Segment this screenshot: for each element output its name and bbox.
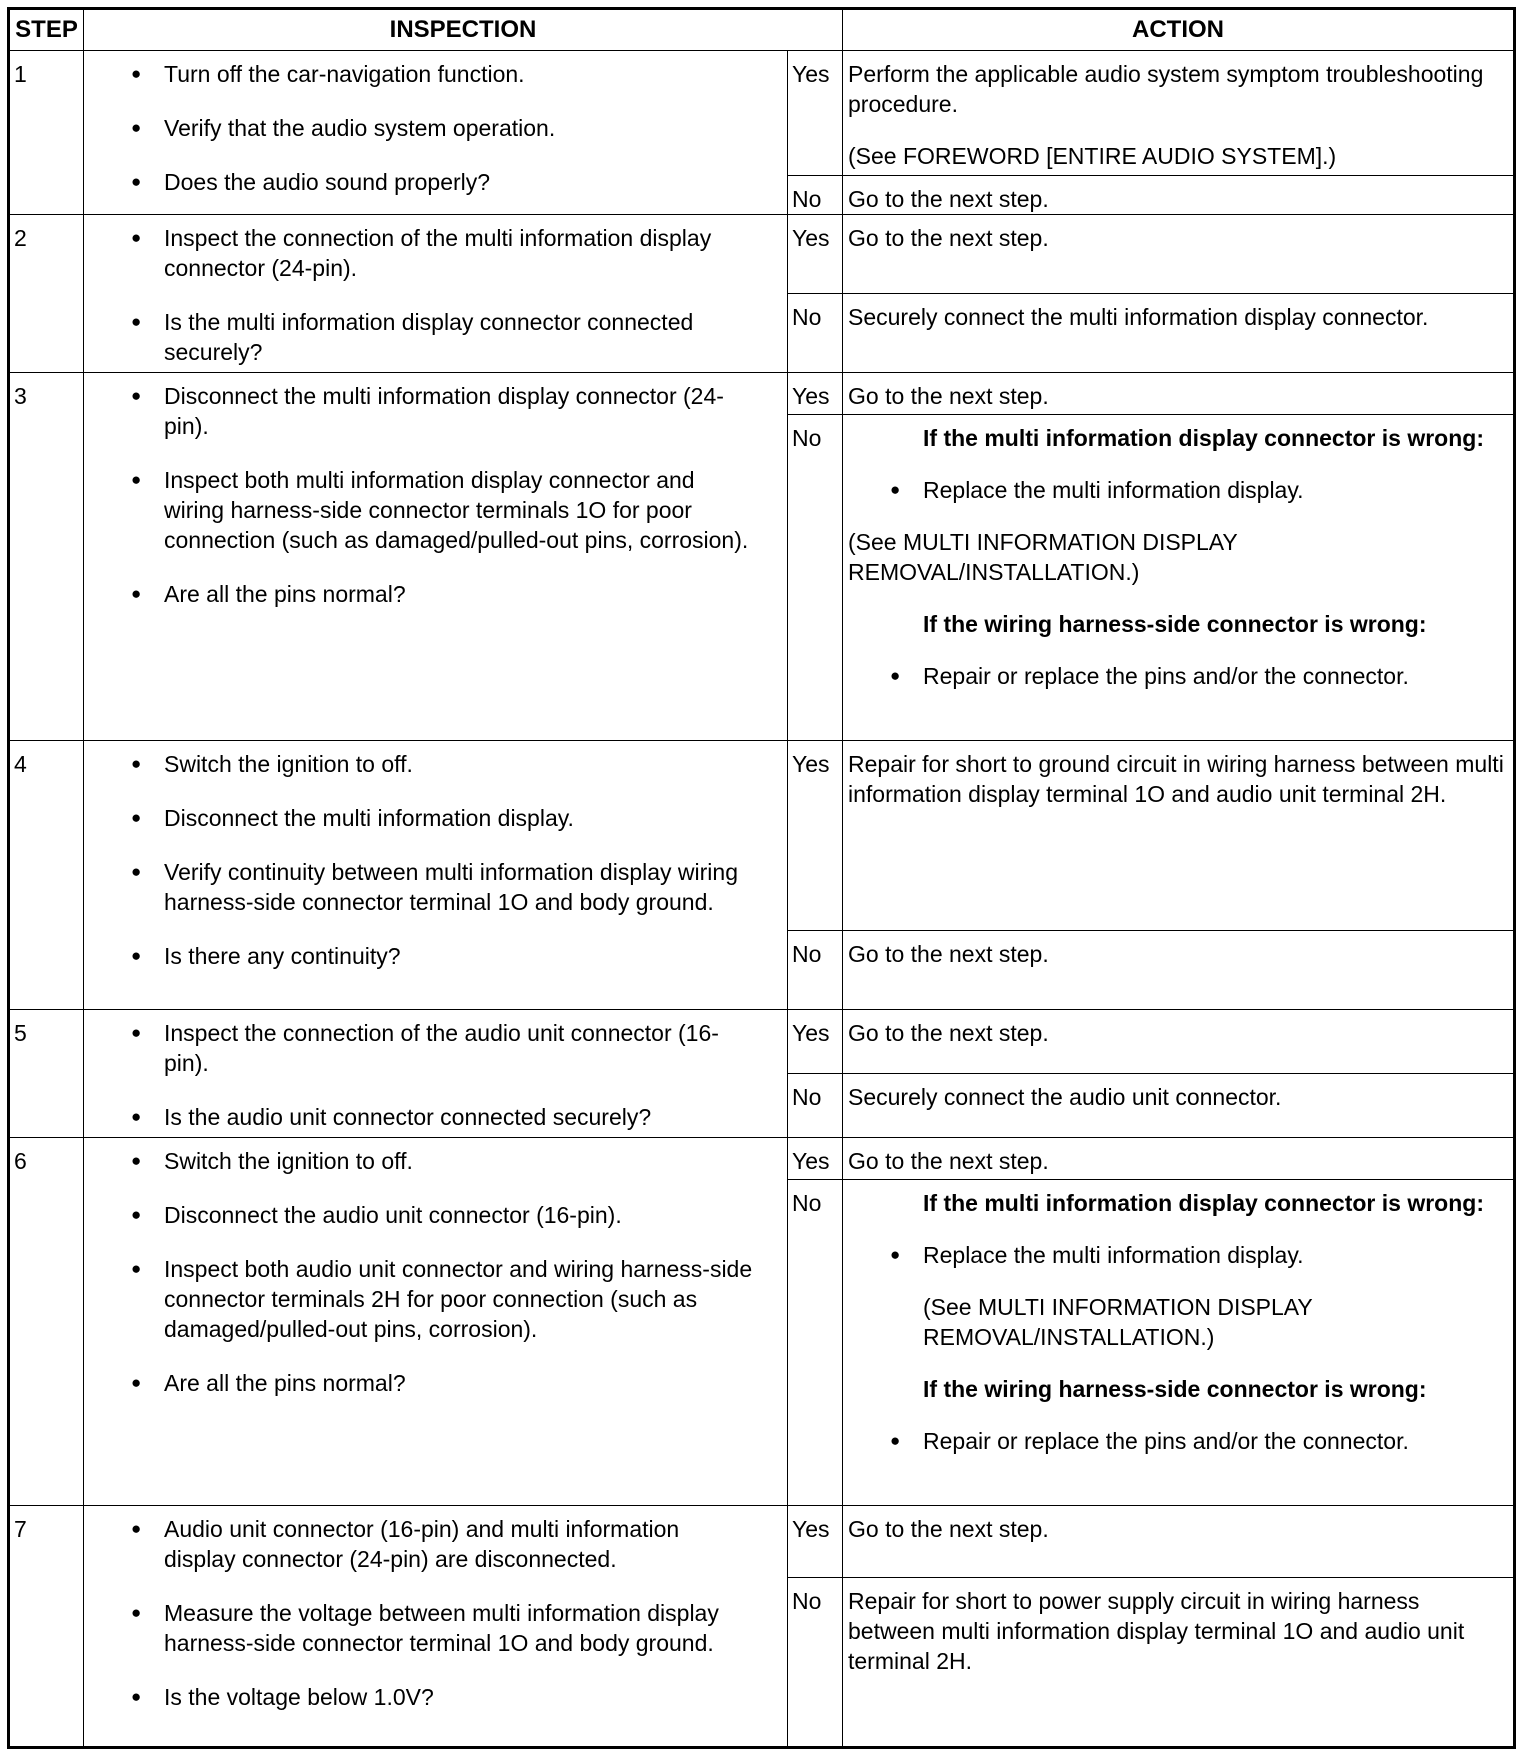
- no-label: No: [788, 1074, 843, 1138]
- inspection-item: ● Turn off the car-navigation function.: [164, 59, 757, 89]
- inspection-item: ● Switch the ignition to off.: [164, 1146, 757, 1176]
- no-action: Repair for short to power supply circuit in wiring harness between multi information display terminal 1O and audio unit terminal 2H.: [843, 1578, 1515, 1748]
- inspection-item: ● Inspect the connection of the audio unit connector (16-pin).: [164, 1018, 757, 1078]
- yes-label: Yes: [788, 51, 843, 176]
- header-action: ACTION: [843, 9, 1515, 51]
- no-action: [843, 415, 1515, 741]
- table-row: [9, 51, 1515, 176]
- yes-action: Repair for short to ground circuit in wiring harness between multi information display terminal 1O and audio unit terminal 2H.: [843, 741, 1515, 931]
- inspection-item: ● Is the multi information display connector connected securely?: [164, 307, 757, 367]
- table-row: [9, 1138, 1515, 1180]
- step-number: 5: [9, 1010, 84, 1138]
- reference-text: (See MULTI INFORMATION DISPLAY REMOVAL/INSTALLATION.): [923, 1294, 1313, 1350]
- no-label: No: [788, 294, 843, 373]
- troubleshooting-table: [7, 7, 1516, 1749]
- inspection-item: ● Verify continuity between multi information display wiring harness-side connector terminal 1O and body ground.: [164, 857, 757, 917]
- condition-heading: If the wiring harness-side connector is wrong:: [923, 611, 1427, 637]
- action-text: Perform the applicable audio system symptom troubleshooting procedure.: [848, 61, 1484, 117]
- inspection-item: ● Verify that the audio system operation.: [164, 113, 757, 143]
- yes-action: Go to the next step.: [843, 215, 1515, 294]
- yes-label: Yes: [788, 215, 843, 294]
- table-row: [9, 215, 1515, 294]
- inspection-cell: [84, 373, 788, 741]
- inspection-item: ● Is the audio unit connector connected securely?: [164, 1102, 757, 1132]
- step-number: 6: [9, 1138, 84, 1506]
- inspection-item: ● Measure the voltage between multi information display harness-side connector terminal 1O and body ground.: [164, 1598, 757, 1658]
- inspection-item: ● Disconnect the multi information display.: [164, 803, 757, 833]
- inspection-item: ● Inspect both audio unit connector and wiring harness-side connector terminals 2H for poor connection (such as damaged/pulled-out pins, corrosion).: [164, 1254, 757, 1344]
- no-action: Go to the next step.: [843, 176, 1515, 215]
- condition-heading: If the wiring harness-side connector is wrong:: [923, 1376, 1427, 1402]
- inspection-cell: [84, 1506, 788, 1748]
- step-number: 1: [9, 51, 84, 215]
- step-number: 2: [9, 215, 84, 373]
- no-label: No: [788, 931, 843, 1010]
- inspection-item: ● Is there any continuity?: [164, 941, 757, 971]
- no-label: No: [788, 415, 843, 741]
- inspection-cell: [84, 1138, 788, 1506]
- table-row: [9, 373, 1515, 415]
- condition-heading: If the multi information display connector is wrong:: [923, 425, 1484, 451]
- inspection-item: ● Is the voltage below 1.0V?: [164, 1682, 757, 1712]
- no-label: No: [788, 176, 843, 215]
- reference-text: (See MULTI INFORMATION DISPLAY REMOVAL/INSTALLATION.): [848, 529, 1238, 585]
- header-row: [9, 9, 1515, 51]
- step-number: 3: [9, 373, 84, 741]
- yes-label: Yes: [788, 373, 843, 415]
- table-row: [9, 741, 1515, 931]
- yes-action: Go to the next step.: [843, 1010, 1515, 1074]
- no-action: Securely connect the multi information display connector.: [843, 294, 1515, 373]
- no-label: No: [788, 1180, 843, 1506]
- no-action: [843, 1180, 1515, 1506]
- inspection-cell: [84, 51, 788, 215]
- header-inspection: INSPECTION: [84, 9, 843, 51]
- yes-action: Go to the next step.: [843, 1138, 1515, 1180]
- inspection-item: ● Switch the ignition to off.: [164, 749, 757, 779]
- inspection-cell: [84, 215, 788, 373]
- yes-label: Yes: [788, 1138, 843, 1180]
- condition-heading: If the multi information display connector is wrong:: [923, 1190, 1484, 1216]
- action-bullet: ● Repair or replace the pins and/or the connector.: [923, 661, 1507, 691]
- inspection-item: ● Audio unit connector (16-pin) and multi information display connector (24-pin) are disconnected.: [164, 1514, 757, 1574]
- inspection-item: ● Are all the pins normal?: [164, 579, 757, 609]
- inspection-item: ● Does the audio sound properly?: [164, 167, 757, 197]
- yes-action: [843, 51, 1515, 176]
- yes-action: Go to the next step.: [843, 1506, 1515, 1578]
- inspection-item: ● Disconnect the audio unit connector (16-pin).: [164, 1200, 757, 1230]
- inspection-item: ● Inspect the connection of the multi information display connector (24-pin).: [164, 223, 757, 283]
- yes-label: Yes: [788, 1506, 843, 1578]
- step-number: 7: [9, 1506, 84, 1748]
- inspection-item: ● Disconnect the multi information display connector (24-pin).: [164, 381, 757, 441]
- yes-label: Yes: [788, 1010, 843, 1074]
- no-action: Go to the next step.: [843, 931, 1515, 1010]
- action-bullet: ● Replace the multi information display.: [923, 1240, 1507, 1270]
- yes-action: Go to the next step.: [843, 373, 1515, 415]
- action-bullet: ● Replace the multi information display.: [923, 475, 1507, 505]
- inspection-cell: [84, 1010, 788, 1138]
- no-label: No: [788, 1578, 843, 1748]
- inspection-item: ● Inspect both multi information display connector and wiring harness-side connector terminals 1O for poor connection (such as damaged/pulled-out pins, corrosion).: [164, 465, 757, 555]
- header-step: STEP: [9, 9, 84, 51]
- action-bullet: ● Repair or replace the pins and/or the connector.: [923, 1426, 1507, 1456]
- table-row: [9, 1010, 1515, 1074]
- inspection-item: ● Are all the pins normal?: [164, 1368, 757, 1398]
- no-action: Securely connect the audio unit connector.: [843, 1074, 1515, 1138]
- table-row: [9, 1506, 1515, 1578]
- step-number: 4: [9, 741, 84, 1010]
- inspection-cell: [84, 741, 788, 1010]
- yes-label: Yes: [788, 741, 843, 931]
- reference-text: (See FOREWORD [ENTIRE AUDIO SYSTEM].): [848, 143, 1337, 169]
